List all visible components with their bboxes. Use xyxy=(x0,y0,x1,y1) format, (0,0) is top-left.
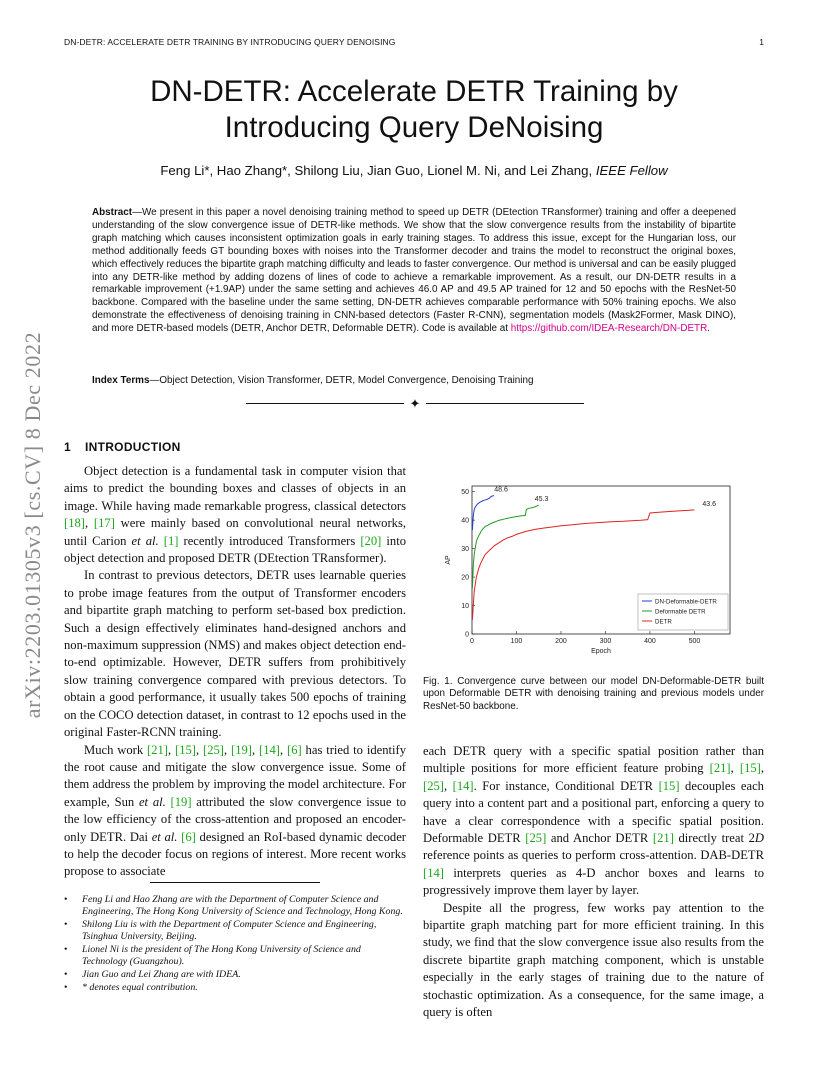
section-title: INTRODUCTION xyxy=(84,440,181,454)
x-tick-label: 300 xyxy=(599,638,612,645)
footnote-3: • Lionel Ni is the president of The Hong Kong University of Science and Technology (Guangzhou). xyxy=(64,944,406,968)
authors-names: Feng Li*, Hao Zhang*, Shilong Liu, Jian Guo, Lionel M. Ni, and Lei Zhang, xyxy=(160,163,593,178)
citation-link[interactable]: [14] xyxy=(423,865,444,880)
text-run: , xyxy=(167,742,175,757)
paragraph-5: Despite all the progress, few works pay attention to the bipartite graph matching part for more efficient training. In this study, we find that the slow convergence issue also results from the discrete bipartite graph matching component, which is unstable especially in the early stages of training due to the nature of stochastic optimization. As a consequence, for the same image, a query is often xyxy=(423,900,764,1020)
italic-text: et al. xyxy=(151,829,178,844)
text-run: , xyxy=(443,778,453,793)
text-run: . For instance, Conditional DETR xyxy=(473,778,659,793)
x-axis-label: Epoch xyxy=(591,648,611,655)
y-tick-label: 50 xyxy=(461,489,469,497)
text-run: , xyxy=(84,516,94,531)
citation-link[interactable]: [6] xyxy=(181,829,196,844)
text-run: attributed the slow convergence issue to the low efficiency of the cross-attention and proposed an encoder-only DETR. Dai xyxy=(64,794,406,844)
footnote-2: • Shilong Liu is with the Department of Computer Science and Engineering, Tsinghua University, Beijing. xyxy=(64,919,406,943)
author-list xyxy=(64,163,764,178)
citation-link[interactable]: [25] xyxy=(423,778,444,793)
index-terms-label: Index Terms xyxy=(92,375,150,386)
footnote-4: • Jian Guo and Lei Zhang are with IDEA. xyxy=(64,969,406,981)
citation-link[interactable]: [21] xyxy=(652,831,674,846)
text-run: , xyxy=(730,761,740,776)
arxiv-id: arXiv:2203.01305v3 [cs.CV] 8 Dec 2022 xyxy=(20,331,45,719)
y-tick-label: 0 xyxy=(465,631,469,639)
series-end-label: 43.6 xyxy=(702,500,717,508)
y-tick-label: 40 xyxy=(461,517,469,525)
arxiv-sidebar xyxy=(18,290,48,760)
text-run: were mainly based on convolutional neural networks, until Carion xyxy=(64,516,406,548)
paragraph-2: In contrast to previous detectors, DETR uses learnable queries to probe image features from the output of Transformer encoders and bipartite graph matching to perform set-based box prediction. Such a design effectively eliminates hand-designed anchors and non-maximum suppression (NMS) and makes object detection end-to-end optimizable. However, DETR suffers from prohibitively slow training convergence compared with previous detectors. To obtain a good performance, it usually takes 500 epochs of training on the COCO detection dataset, in contrast to 12 epochs used in the original Faster-RCNN training. xyxy=(64,568,406,740)
page-number: 1 xyxy=(759,37,764,47)
text-run: , xyxy=(760,761,765,776)
x-tick-label: 500 xyxy=(688,638,701,645)
text-run: , xyxy=(251,742,259,757)
series-line-deformable-detr xyxy=(472,505,538,588)
series-end-label: 48.6 xyxy=(494,486,508,494)
legend-entry: Deformable DETR xyxy=(655,608,706,616)
text-run: Object detection is a fundamental task in computer vision that aims to predict the bounding boxes and classes of objects in an image. While having made remarkable progress, classical detectors xyxy=(64,464,406,513)
abstract-end: . xyxy=(707,323,710,335)
italic-text: D xyxy=(754,831,765,846)
citation-link[interactable]: [19] xyxy=(170,794,192,809)
abstract-label: Abstract xyxy=(92,207,133,218)
index-terms xyxy=(92,375,736,386)
citation-link[interactable]: [15] xyxy=(658,778,680,793)
diamond-icon: ✦ xyxy=(409,396,421,411)
section-divider xyxy=(246,397,584,411)
citation-link[interactable]: [19] xyxy=(231,742,252,757)
footnotes xyxy=(64,894,406,995)
convergence-chart xyxy=(438,480,743,660)
text-run: into object detection and proposed DETR (DEtection TRansformer). xyxy=(64,533,406,566)
citation-link[interactable]: [1] xyxy=(163,533,179,548)
text-run: interprets queries as 4-D anchor boxes and learns to progressively improve them layer by layer. xyxy=(423,865,764,898)
paragraph-1 xyxy=(64,463,406,567)
figure-1 xyxy=(438,480,743,660)
citation-link[interactable]: [15] xyxy=(175,742,196,757)
text-run: , xyxy=(223,742,231,757)
text-run: has tried to identify the root cause and mitigate the slow convergence issue. Some of them address the problem by improving the model architecture. For example, Sun xyxy=(64,742,406,809)
paragraph-3 xyxy=(64,742,406,881)
right-column xyxy=(423,743,764,1022)
section-number: 1 xyxy=(64,440,71,454)
citation-link[interactable]: [21] xyxy=(147,742,168,757)
text-run: directly treat 2 xyxy=(673,831,755,846)
index-terms-text: —Object Detection, Vision Transformer, DETR, Model Convergence, Denoising Training xyxy=(149,375,534,386)
series-line-dn-deformable-detr xyxy=(472,496,494,530)
running-head: DN-DETR: ACCELERATE DETR TRAINING BY INTRODUCING QUERY DENOISING xyxy=(64,37,396,47)
divider-line-left xyxy=(246,403,404,404)
citation-link[interactable]: [14] xyxy=(259,742,280,757)
x-tick-label: 100 xyxy=(510,638,523,645)
abstract-text: —We present in this paper a novel denoising training method to speed up DETR (DEtection TRansformer) training and offer a deepened understanding of the slow convergence issue of DETR-like methods. We show that the slow convergence results from the instability of bipartite graph matching which causes inconsistent optimization goals in early training stages. To address this issue, except for the Hungarian loss, our method additionally feeds GT bounding boxes with noises into the Transformer decoder and trains the model to reconstruct the original boxes, which effectively reduces the bipartite graph matching difficulty and leads to faster convergence. Our method is universal and can be easily plugged into any DETR-like method by adding dozens of lines of code to achieve a remarkable improvement. As a result, our DN-DETR results in a remarkable improvement (+1.9AP) under the same setting and achieves 46.0 AP and 49.5 AP trained for 12 and 50 epochs with the ResNet-50 backbone. Compared with the baseline under the same setting, DN-DETR achieves comparable performance with 50% training epochs. We also demonstrate the effectiveness of denoising training in CNN-based detectors (Faster R-CNN), segmentation models (Mask2Former, Mask DINO), and more DETR-based models (DETR, Anchor DETR, Deformable DETR). Code is available at xyxy=(92,207,736,335)
text-run: , xyxy=(279,742,287,757)
citation-link[interactable]: [14] xyxy=(452,778,474,793)
text-run: and Anchor DETR xyxy=(546,831,653,846)
citation-link[interactable]: [6] xyxy=(287,742,302,757)
author-fellow: IEEE Fellow xyxy=(595,163,668,178)
legend-entry: DN-Deformable-DETR xyxy=(655,598,717,606)
citation-link[interactable]: [25] xyxy=(203,742,224,757)
title-line-1: DN-DETR: Accelerate DETR Training by xyxy=(150,75,678,108)
text-run: recently introduced Transformers xyxy=(178,533,361,548)
code-link[interactable]: https://github.com/IDEA-Research/DN-DETR xyxy=(510,323,708,335)
citation-link[interactable]: [20] xyxy=(360,533,382,548)
title-line-2: Introducing Query DeNoising xyxy=(224,111,604,144)
y-tick-label: 30 xyxy=(461,546,469,554)
footnote-rule xyxy=(150,882,320,883)
citation-link[interactable]: [17] xyxy=(93,516,115,531)
italic-text: et al. xyxy=(131,533,159,548)
y-tick-label: 10 xyxy=(461,603,469,611)
citation-link[interactable]: [18] xyxy=(64,516,85,531)
series-end-label: 45.3 xyxy=(534,496,549,504)
x-tick-label: 400 xyxy=(644,638,656,645)
footnote-1: • Feng Li and Hao Zhang are with the Department of Computer Science and Engineering, The Hong Kong University of Science and Technology, Hong Kong. xyxy=(64,894,406,918)
divider-line-right xyxy=(426,403,584,404)
text-run: Much work xyxy=(84,742,147,757)
citation-link[interactable]: [25] xyxy=(525,831,547,846)
legend-entry: DETR xyxy=(655,618,672,626)
footnote-5: • * denotes equal contribution. xyxy=(64,982,406,994)
text-run: each DETR query with a specific spatial position rather than multiple positions for more efficient feature probing xyxy=(423,744,764,776)
figure-caption: Fig. 1. Convergence curve between our model DN-Deformable-DETR built upon Deformable DETR with denoising training and previous models under ResNet-50 backbone. xyxy=(423,676,764,712)
text-run: decouples each query into a content part and a positional part, enforcing a query to have a clear correspondence with a specific spatial position. Deformable DETR xyxy=(423,778,764,846)
text-run: , xyxy=(195,742,203,757)
x-tick-label: 200 xyxy=(555,638,567,645)
citation-link[interactable]: [15] xyxy=(739,761,761,776)
paper-title xyxy=(64,74,764,146)
x-tick-label: 0 xyxy=(470,638,474,645)
citation-link[interactable]: [21] xyxy=(709,761,731,776)
abstract xyxy=(92,207,736,336)
italic-text: et al. xyxy=(138,794,166,809)
paragraph-4 xyxy=(423,743,764,900)
y-axis-label: AP xyxy=(445,555,452,565)
y-tick-label: 20 xyxy=(461,574,469,582)
section-heading xyxy=(64,440,181,454)
left-column xyxy=(64,463,406,881)
text-run: reference points as queries to perform cross-attention. DAB-DETR xyxy=(423,848,764,863)
text-run: designed an RoI-based dynamic decoder to help the decoder focus on regions of interest. More recent works propose to associate xyxy=(64,829,406,879)
